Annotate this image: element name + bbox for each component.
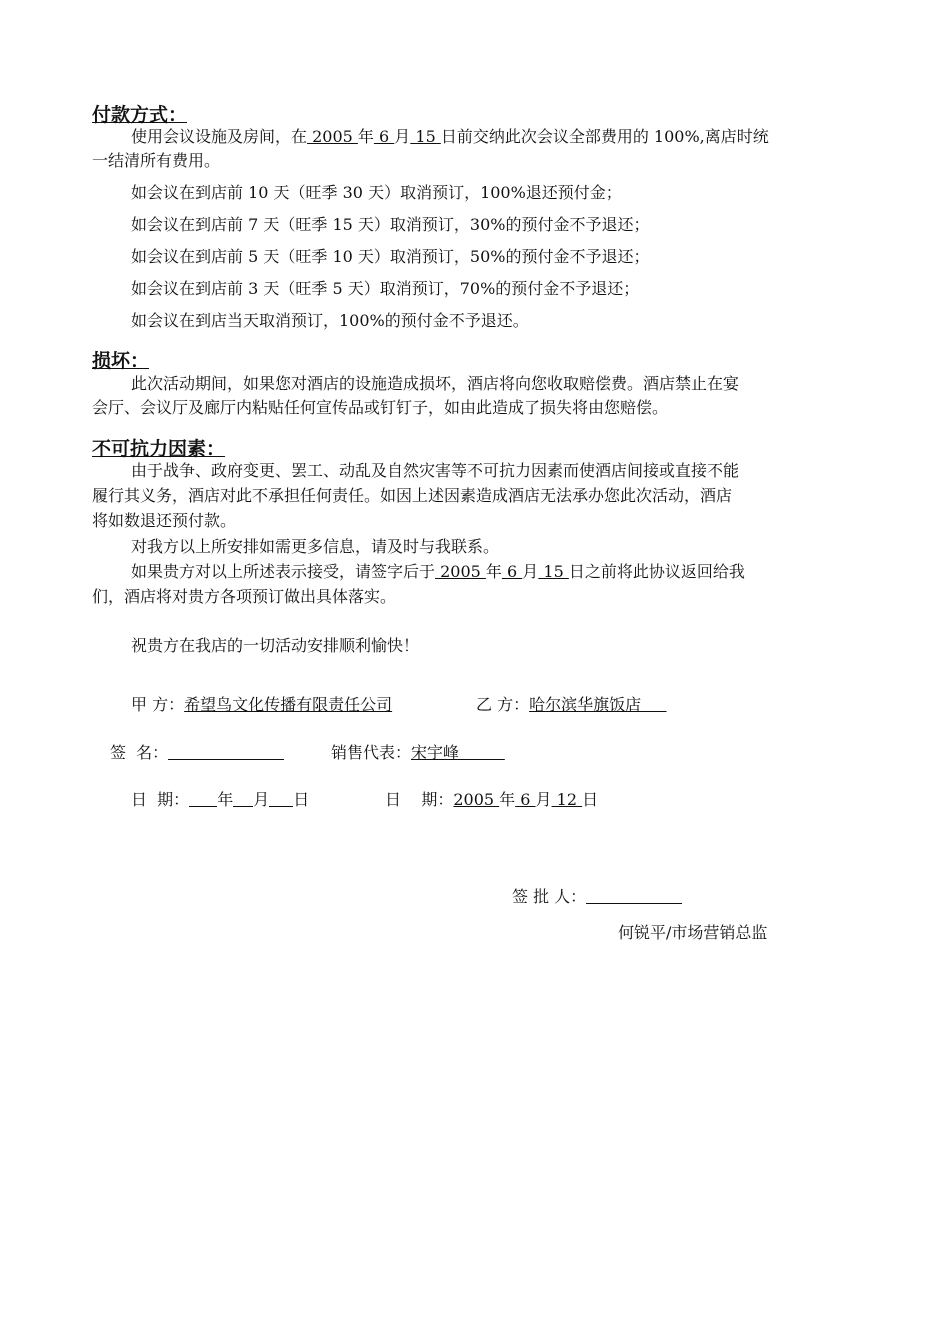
approver-blank[interactable]	[586, 887, 682, 904]
text: 如果贵方对以上所述表示接受，请签字后于	[131, 562, 436, 581]
force-majeure-line3: 将如数退还预付款。	[92, 511, 237, 530]
payment-heading: 付款方式：	[92, 104, 188, 126]
sales-rep-line	[331, 742, 505, 764]
acceptance-line1	[131, 561, 745, 583]
text: 月	[535, 790, 552, 809]
month-blank[interactable]	[233, 790, 253, 807]
return-month: 6	[501, 562, 523, 581]
damage-line1: 此次活动期间，如果您对酒店的设施造成损坏，酒店将向您收取赔偿费。酒店禁止在宴	[131, 374, 740, 393]
cancellation-rule: 如会议在到店前 10 天（旺季 30 天）取消预订，100%退还预付金；	[131, 183, 622, 202]
date-label-b: 日 期：	[385, 790, 454, 809]
cancellation-rule: 如会议在到店当天取消预订，100%的预付金不予退还。	[131, 311, 529, 330]
closing-wish: 祝贵方在我店的一切活动安排顺利愉快！	[131, 636, 420, 655]
approver-line	[512, 886, 682, 908]
force-majeure-line2: 履行其义务，酒店对此不承担任何责任。如因上述因素造成酒店无法承办您此次活动，酒店	[92, 486, 733, 505]
party-a-label: 甲 方：	[131, 695, 185, 714]
text: 年	[357, 127, 374, 146]
return-day: 15	[538, 562, 569, 581]
text: 年	[217, 790, 234, 809]
text: 日前交纳此次会议全部费用的 100%,离店时统	[440, 127, 769, 146]
damage-line2: 会厅、会议厅及廊厅内粘贴任何宣传品或钉钉子，如由此造成了损失将由您赔偿。	[92, 398, 669, 417]
text: 月	[522, 562, 539, 581]
cancellation-rule: 如会议在到店前 5 天（旺季 10 天）取消预订，50%的预付金不予退还；	[131, 247, 650, 266]
party-b-line	[476, 694, 667, 716]
force-majeure-line1: 由于战争、政府变更、罢工、动乱及自然灾害等不可抗力因素而使酒店间接或直接不能	[131, 461, 740, 480]
year-blank[interactable]	[189, 790, 217, 807]
text: 年	[485, 562, 502, 581]
signature-blank[interactable]	[168, 743, 284, 760]
signed-day: 12	[551, 790, 583, 809]
payment-paragraph-line2: 一结清所有费用。	[92, 151, 221, 170]
signed-month: 6	[515, 790, 536, 809]
date-line-b	[385, 789, 598, 811]
approver-label: 签 批 人：	[512, 887, 587, 906]
sales-rep-label: 销售代表：	[331, 743, 412, 762]
force-majeure-heading: 不可抗力因素：	[92, 438, 226, 460]
party-b-name: 哈尔滨华旗饭店	[529, 695, 667, 714]
acceptance-line2: 们，酒店将对贵方各项预订做出具体落实。	[92, 587, 397, 606]
text: 月	[394, 127, 411, 146]
cancellation-rule: 如会议在到店前 7 天（旺季 15 天）取消预订，30%的预付金不予退还；	[131, 215, 650, 234]
party-b-label: 乙 方：	[476, 695, 530, 714]
text: 日之前将此协议返回给我	[568, 562, 745, 581]
text: 日	[582, 790, 599, 809]
party-a-name: 希望鸟文化传播有限责任公司	[184, 695, 393, 714]
cancellation-rule: 如会议在到店前 3 天（旺季 5 天）取消预订，70%的预付金不予退还；	[131, 279, 640, 298]
sales-rep-name: 宋宇峰	[411, 743, 505, 762]
signature-line	[110, 742, 284, 764]
return-year: 2005	[435, 562, 486, 581]
deadline-month: 6	[373, 127, 395, 146]
text: 年	[499, 790, 516, 809]
date-line-a	[131, 789, 309, 811]
approver-name: 何锐平/市场营销总监	[618, 923, 768, 942]
signed-year: 2005	[453, 790, 500, 809]
day-blank[interactable]	[269, 790, 293, 807]
text: 使用会议设施及房间，在	[131, 127, 308, 146]
deadline-year: 2005	[307, 127, 358, 146]
date-label-a: 日 期：	[131, 790, 190, 809]
party-a-line	[131, 694, 392, 716]
contact-line: 对我方以上所安排如需更多信息，请及时与我联系。	[131, 537, 500, 556]
signature-label: 签 名：	[110, 743, 169, 762]
deadline-day: 15	[410, 127, 441, 146]
text: 日	[293, 790, 310, 809]
payment-paragraph-line1	[131, 126, 769, 148]
text: 月	[253, 790, 270, 809]
damage-heading: 损坏：	[92, 350, 150, 372]
